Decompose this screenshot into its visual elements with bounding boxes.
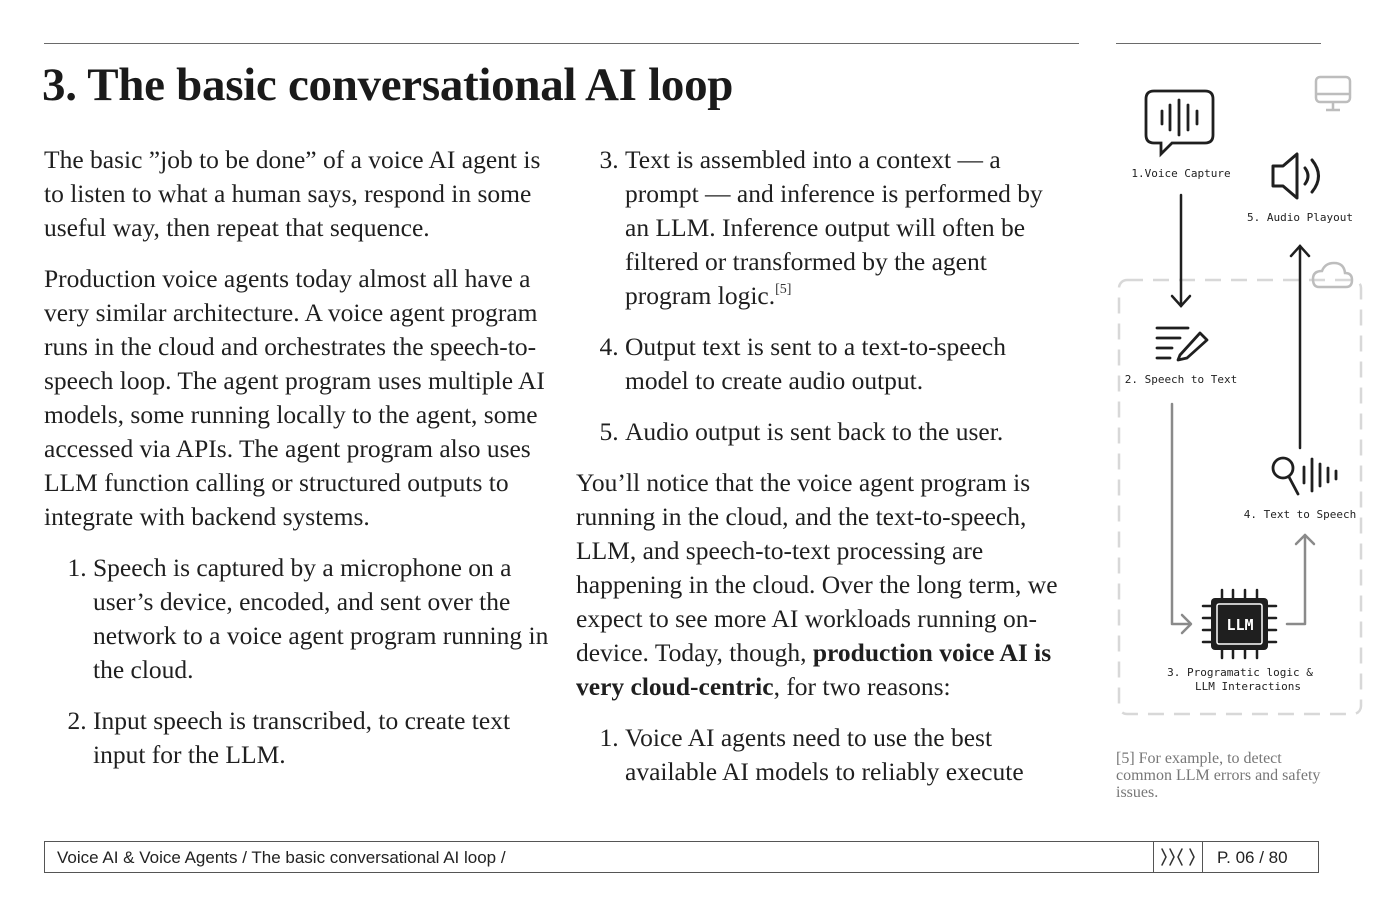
page-title: 3. The basic conversational AI loop (42, 59, 734, 111)
architecture-paragraph: Production voice agents today almost all have a very similar architecture. A voice agent program runs in the cloud and orchestrates the speech-to-speech loop. The agent program uses multiple AI models, some running locally to the agent, some accessed via APIs. The agent program also uses LLM function calling or structured outputs to integrate with backend systems. (44, 264, 545, 531)
label-speech-to-text: 2. Speech to Text (1124, 373, 1238, 386)
cloud-centric-paragraph (576, 466, 1071, 704)
top-rule-main (44, 43, 1079, 44)
label-text-to-speech: 4. Text to Speech (1243, 508, 1357, 521)
label-voice-capture: 1.Voice Capture (1131, 167, 1231, 180)
speaker-icon (1273, 154, 1319, 198)
loop-steps-list-continued (576, 143, 1071, 449)
intro-paragraph: The basic ”job to be done” of a voice AI agent is to listen to what a human says, respond in some useful way, then repeat that sequence. (44, 145, 541, 242)
arrow-capture-to-stt (1172, 195, 1190, 306)
footer-logo-box (1153, 842, 1203, 872)
page-number: P. 06 / 80 (1217, 848, 1288, 867)
monitor-icon (1316, 77, 1350, 110)
arrow-stt-to-llm (1172, 404, 1191, 633)
footnote-ref-5[interactable]: [5] (775, 282, 792, 297)
list-item-step-2: 2. Input speech is transcribed, to create text input for the LLM. (93, 704, 549, 772)
cloud-paragraph-tail: , for two reasons: (773, 672, 951, 701)
list-item-step-5: 5. Audio output is sent back to the user. (625, 415, 1071, 449)
left-column (44, 143, 549, 789)
label-programmatic-logic: 3. Programatic logic & (1167, 666, 1313, 679)
step-3-text: Text is assembled into a context — a prompt — and inference is performed by an LLM. Inference output will often be filtered or transformed by the agent program logic. (625, 145, 1043, 310)
breadcrumb[interactable]: Voice AI & Voice Agents / The basic conversational AI loop / (57, 848, 506, 867)
middle-column (576, 143, 1071, 806)
list-item-step-1: 1. Speech is captured by a microphone on a user’s device, encoded, and sent over the network to a voice agent program running in the cloud. (93, 551, 549, 687)
document-edit-icon (1157, 328, 1207, 360)
arrow-llm-to-tts (1287, 535, 1314, 624)
list-item-step-4: 4. Output text is sent to a text-to-speech model to create audio output. (625, 330, 1071, 398)
list-item-reason-1: 1. Voice AI agents need to use the best available AI models to reliably execute (625, 721, 1071, 789)
loop-steps-list (44, 551, 549, 772)
cloud-icon (1313, 263, 1352, 287)
reasons-list (576, 721, 1071, 789)
cloud-centric-emphasis: production voice AI is very cloud-centric (576, 638, 1052, 701)
label-audio-playout: 5. Audio Playout (1247, 211, 1353, 224)
label-llm-interactions: LLM Interactions (1195, 680, 1301, 693)
microphone-waveform-icon (1273, 458, 1336, 494)
speech-waveform-icon (1146, 91, 1213, 154)
list-item-step-3 (625, 143, 1071, 313)
llm-chip-icon (1203, 590, 1276, 658)
arrow-tts-to-playout (1291, 246, 1309, 448)
footnote-5: [5] For example, to detect common LLM errors and safety issues. (1116, 750, 1321, 801)
brand-logo-icon (1154, 842, 1202, 872)
conversational-loop-diagram (1100, 60, 1390, 740)
cloud-paragraph-text: You’ll notice that the voice agent program is running in the cloud, and the text-to-speech, LLM, and speech-to-text processing are happening in the cloud. Over the long term, we expect to see more AI workloads running on-device. Today, though, (576, 468, 1058, 667)
footer-bar (44, 841, 1319, 873)
top-rule-sidebar (1116, 43, 1321, 44)
llm-chip-label: LLM (1226, 616, 1254, 634)
